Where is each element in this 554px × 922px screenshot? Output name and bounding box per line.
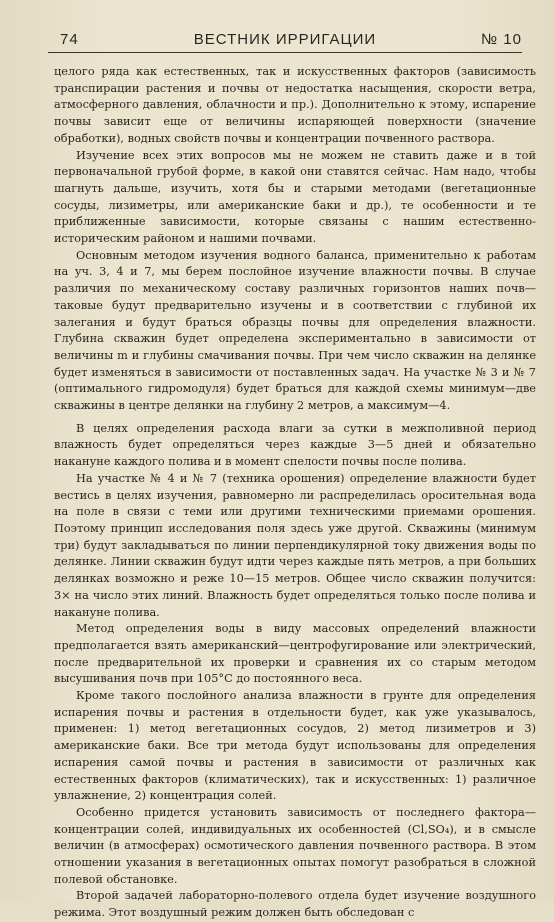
paragraph: Метод определения воды в виду массовых определений влажности предполагается взять американский—центрофугирование или электрический, после предварительной их проверки и сравнения их со старым методом высушивания почв при 105°С до постоянного веса. [54, 622, 536, 686]
page-header [48, 28, 522, 53]
paragraph: На участке № 4 и № 7 (техника орошения) определение влажности будет вестись в целях изучения, равномерно ли распределилась оросительная вода на поле в связи с теми или другими техническими приемами орошения. Поэтому принцип исследования поля здесь уже другой. Скважины (минимум три) будут закладываться по линии перпендикулярной току движения воды по делянке. Линии скважин будут идти через каждые пять метров, а при больших делянках возможно и реже 10—15 метров. Общее число скважин получится: 3× на число этих линий. Влажность будет определяться только после полива и накануне полива. [54, 471, 536, 619]
paragraph: целого ряда как естественных, так и искусственных факторов (зависимость транспирации растения и почвы от недостатка насыщения, скорости ветра, атмосферного давления, облачности и пр.). Дополнительно к этому, испарение почвы зависит еще от величины испаряющей поверхности (значение обработки), водных свойств почвы и концентрации почвенного раствора. [54, 65, 536, 145]
paragraph: Кроме такого послойного анализа влажности в грунте для определения испарения почвы и растения в отдельности будет, как уже указывалось, применен: 1) метод вегетационных сосудов, 2) метод лизиметров и 3) американские баки. Все три метода будут использованы для определения испарения самой почвы и растения в зависимости от различных как естественных факторов (климатических), так и искусственных: 1) различное увлажнение, 2) концентрация солей. [54, 689, 536, 803]
page-number: 74 [60, 31, 79, 48]
paragraph: Основным методом изучения водного баланса, применительно к работам на уч. 3, 4 и 7, мы берем послойное изучение влажности почвы. В случае различия по механическому составу различных горизонтов наших почв—таковые будут предварительно изучены и в соответствии с глубиной их залегания и будут браться образцы почвы для определения влажности. Глубина скважин будет определена экспериментально в зависимости от величины m и глубины смачивания почвы. При чем число скважин на делянке будет изменяться в зависимости от поставленных задач. На участке № 3 и № 7 (оптимального гидромодуля) будет браться для каждой схемы минимум—две скважины в центре делянки на глубину 2 метров, а максимум—4. [54, 248, 536, 413]
paragraph: Особенно придется установить зависимость от последнего фактора—концентрации солей, индивидуальных их особенностей (Cl,SO₄), и в смысле величин (в атмосферах) осмотического давления почвенного раствора. В этом отношении указания в вегетационных опытах помогут разобраться в сложной полевой обстановке. [54, 805, 536, 886]
journal-title: ВЕСТНИК ИРРИГАЦИИ [193, 31, 377, 48]
issue-number: № 10 [481, 31, 522, 48]
article-body [54, 64, 536, 922]
paragraph: Изучение всех этих вопросов мы не можем не ставить даже и в той первоначальной грубой форме, в какой они ставятся сейчас. Нам надо, чтобы шагнуть дальше, изучить, хотя бы и старыми методами (вегетационные сосуды, лизиметры, или американские баки и др.), те особенности и те приближенные зависимости, которые связаны с нашим естественно-историческим районом и нашими почвами. [54, 148, 536, 246]
paragraph: В целях определения расхода влаги за сутки в межполивной период влажность будет определяться через каждые 3—5 дней и обязательно накануне каждого полива и в момент спелости почвы после полива. [54, 421, 536, 469]
paragraph: Второй задачей лабораторно-полевого отдела будет изучение воздушного режима. Этот воздушный режим должен быть обследован с [54, 889, 536, 920]
